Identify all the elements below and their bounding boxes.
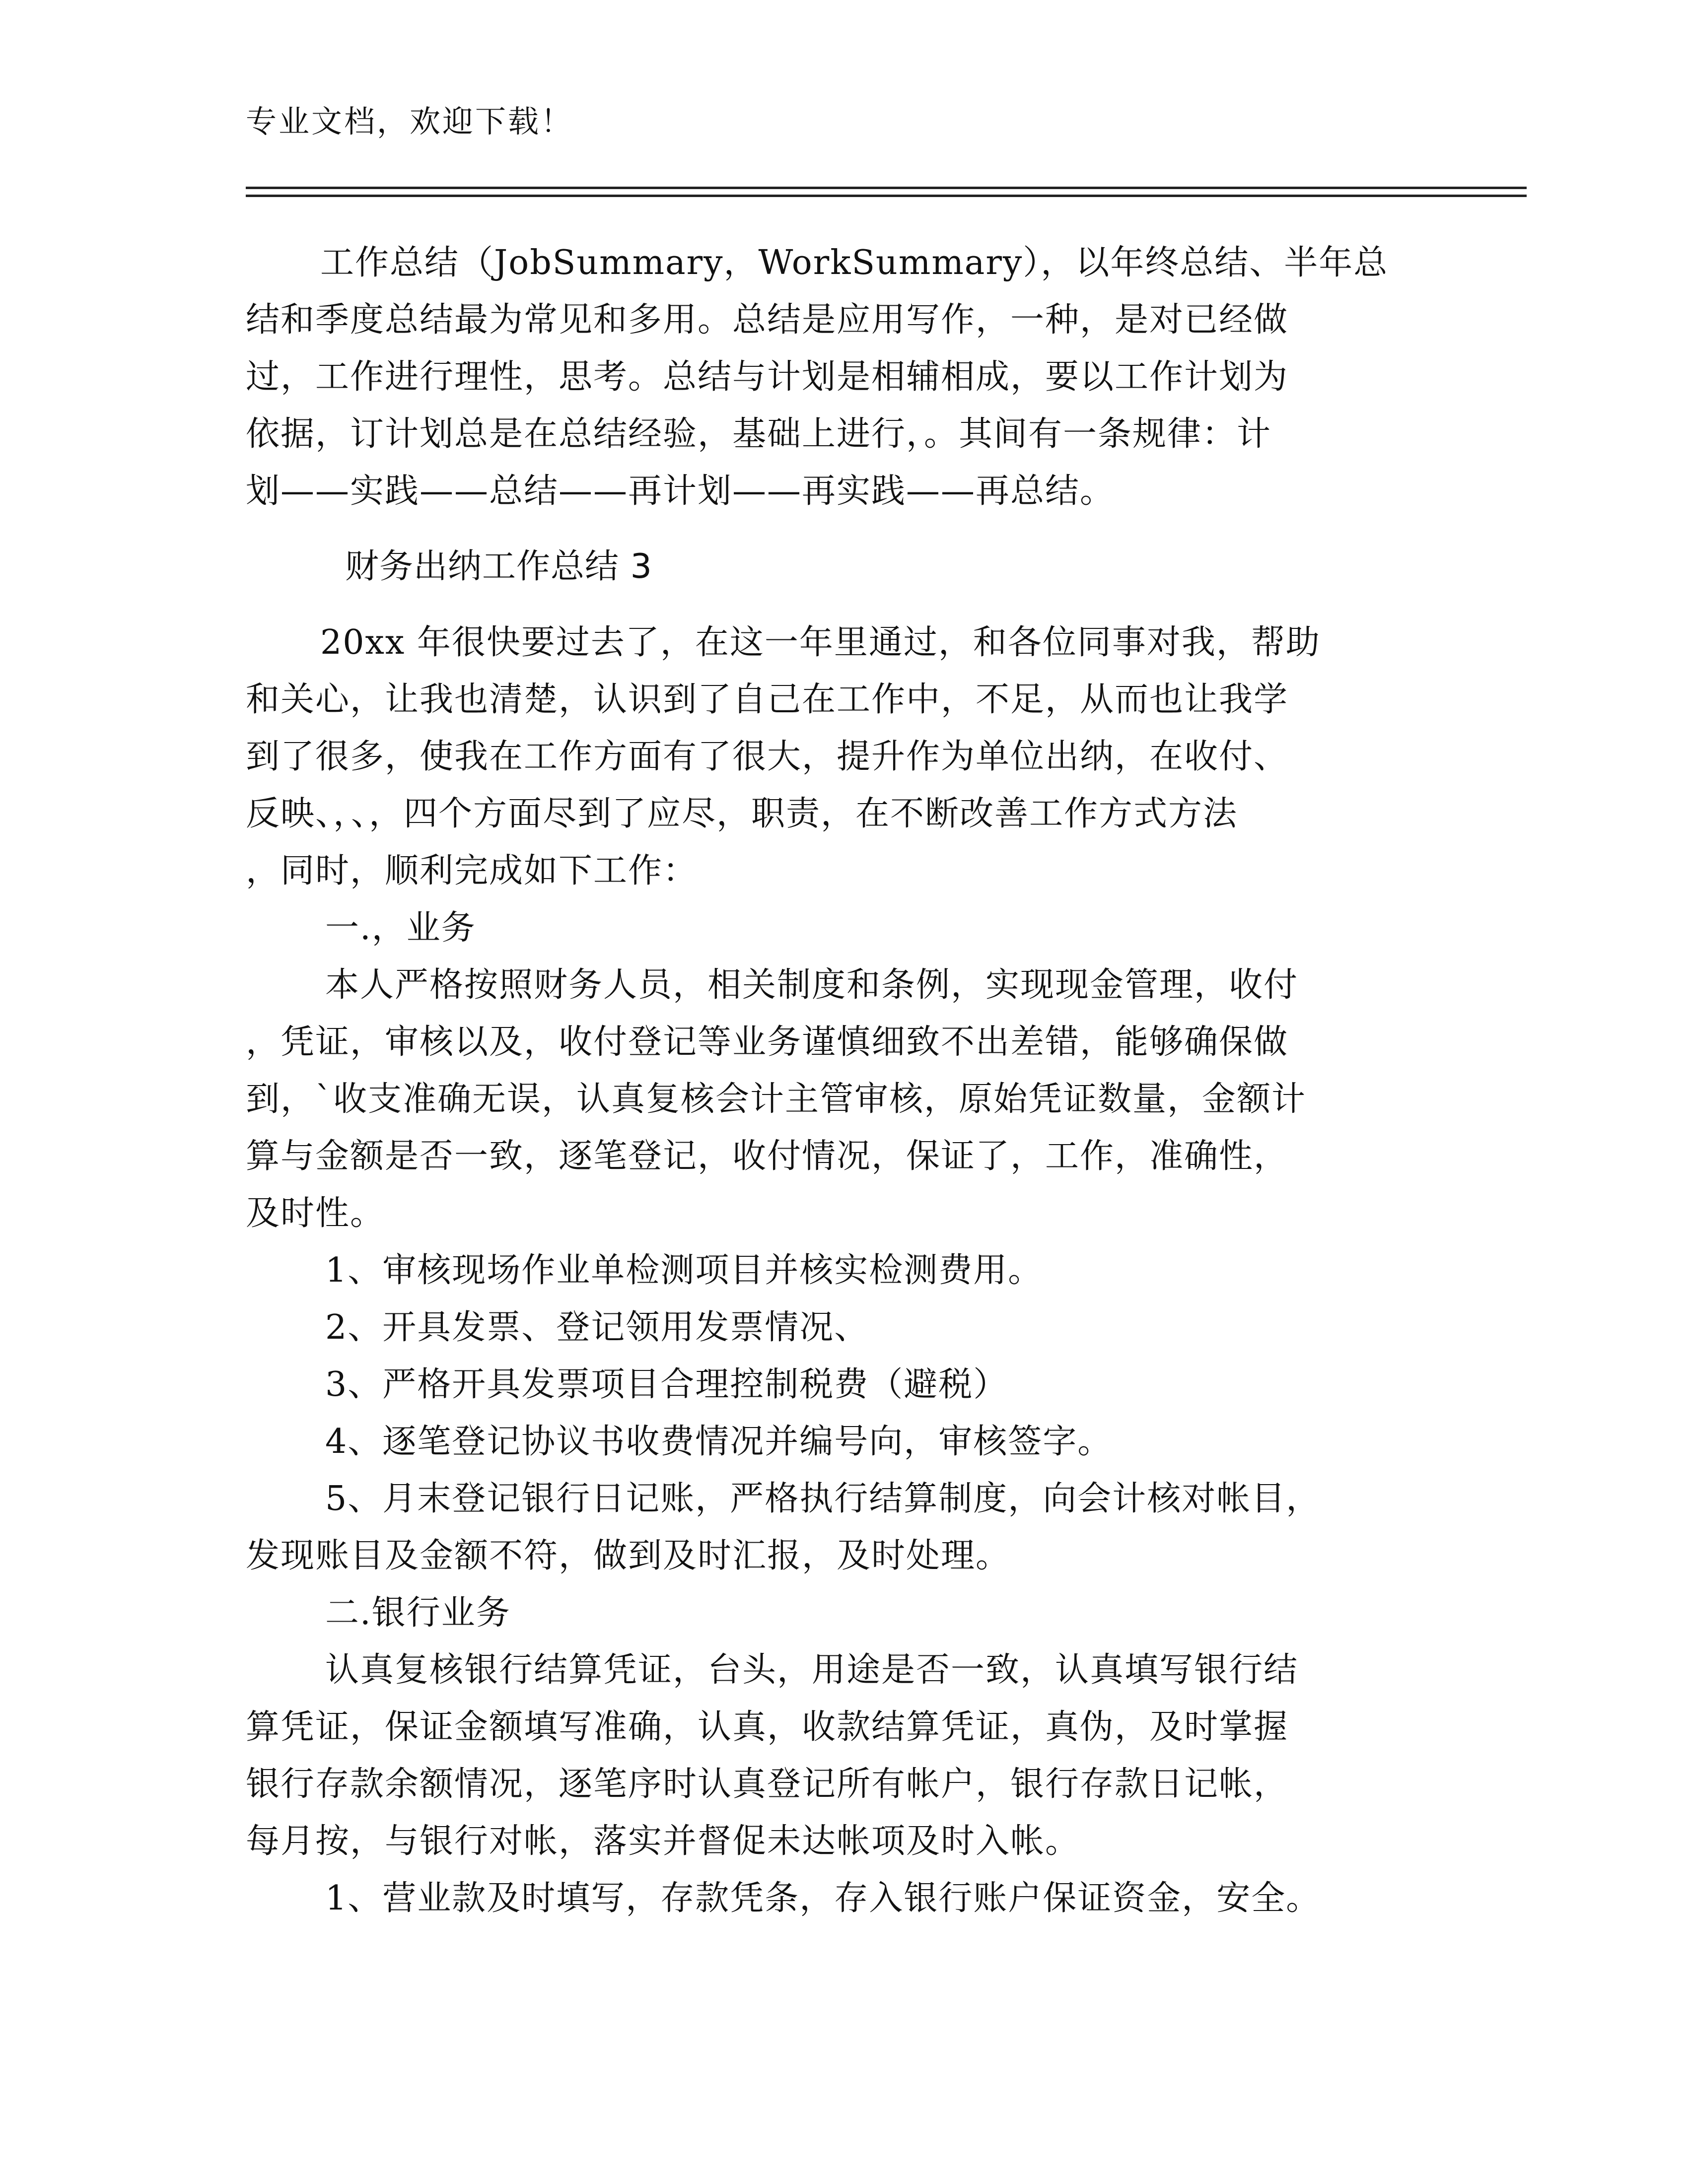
- opening-line: ，同时，顺利完成如下工作：: [246, 851, 698, 890]
- section-title: 财务出纳工作总结 3: [345, 547, 652, 586]
- business-line: ，凭证，审核以及，收付登记等业务谨慎细致不出差错，能够确保做: [246, 1023, 1289, 1062]
- header-note: 专业文档，欢迎下载！: [246, 103, 574, 139]
- opening-line: 到了很多，使我在工作方面有了很大，提升作为单位出纳，在收付、: [246, 737, 1289, 776]
- header-rule-bottom: [246, 195, 1527, 197]
- business-line: 算与金额是否一致，逐笔登记，收付情况，保证了，工作，准确性，: [246, 1137, 1289, 1176]
- document-body: [246, 234, 1447, 1927]
- list-item: 4、逐笔登记协议书收费情况并编号向，审核签字。: [325, 1422, 1113, 1461]
- header-rule-top: [246, 187, 1527, 189]
- list-item: 5、月末登记银行日记账，严格执行结算制度，向会计核对帐目，: [325, 1479, 1321, 1518]
- list-item: 1、审核现场作业单检测项目并核实检测费用。: [325, 1251, 1043, 1290]
- bank-line: 认真复核银行结算凭证，台头，用途是否一致，认真填写银行结: [325, 1650, 1299, 1690]
- business-line: 及时性。: [246, 1194, 385, 1233]
- list-item-continued: 发现账目及金额不符，做到及时汇报，及时处理。: [246, 1536, 1011, 1575]
- intro-line: 过，工作进行理性，思考。总结与计划是相辅相成，要以工作计划为: [246, 357, 1289, 397]
- opening-line: 和关心，让我也清楚，认识到了自己在工作中，不足，从而也让我学: [246, 680, 1289, 719]
- business-line: 本人严格按照财务人员，相关制度和条例，实现现金管理，收付: [325, 965, 1299, 1005]
- intro-line: 结和季度总结最为常见和多用。总结是应用写作，一种，是对已经做: [246, 300, 1289, 340]
- bank-line: 算凭证，保证金额填写准确，认真，收款结算凭证，真伪，及时掌握: [246, 1707, 1289, 1747]
- list-item: 3、严格开具发票项目合理控制税费（避税）: [325, 1365, 1008, 1404]
- heading-bank: 二.银行业务: [325, 1593, 511, 1633]
- list-item: 2、开具发票、登记领用发票情况、: [325, 1308, 869, 1347]
- opening-line: 反映、，、，四个方面尽到了应尽，职责，在不断改善工作方式方法: [246, 794, 1238, 833]
- bank-line: 每月按，与银行对帐，落实并督促未达帐项及时入帐。: [246, 1822, 1080, 1861]
- business-line: 到，`收支准确无误，认真复核会计主管审核，原始凭证数量，金额计: [246, 1080, 1307, 1119]
- list-item: 1、营业款及时填写，存款凭条，存入银行账户保证资金，安全。: [325, 1879, 1321, 1918]
- heading-business: 一.，业务: [325, 908, 476, 948]
- intro-line: 划——实践——总结——再计划——再实践——再总结。: [246, 472, 1115, 511]
- intro-line: 工作总结（JobSummary，WorkSummary），以年终总结、半年总: [320, 243, 1389, 282]
- opening-line: 20xx 年很快要过去了，在这一年里通过，和各位同事对我，帮助: [320, 623, 1321, 662]
- intro-line: 依据，订计划总是在总结经验，基础上进行，。其间有一条规律：计: [246, 414, 1272, 454]
- bank-line: 银行存款余额情况，逐笔序时认真登记所有帐户，银行存款日记帐，: [246, 1765, 1289, 1804]
